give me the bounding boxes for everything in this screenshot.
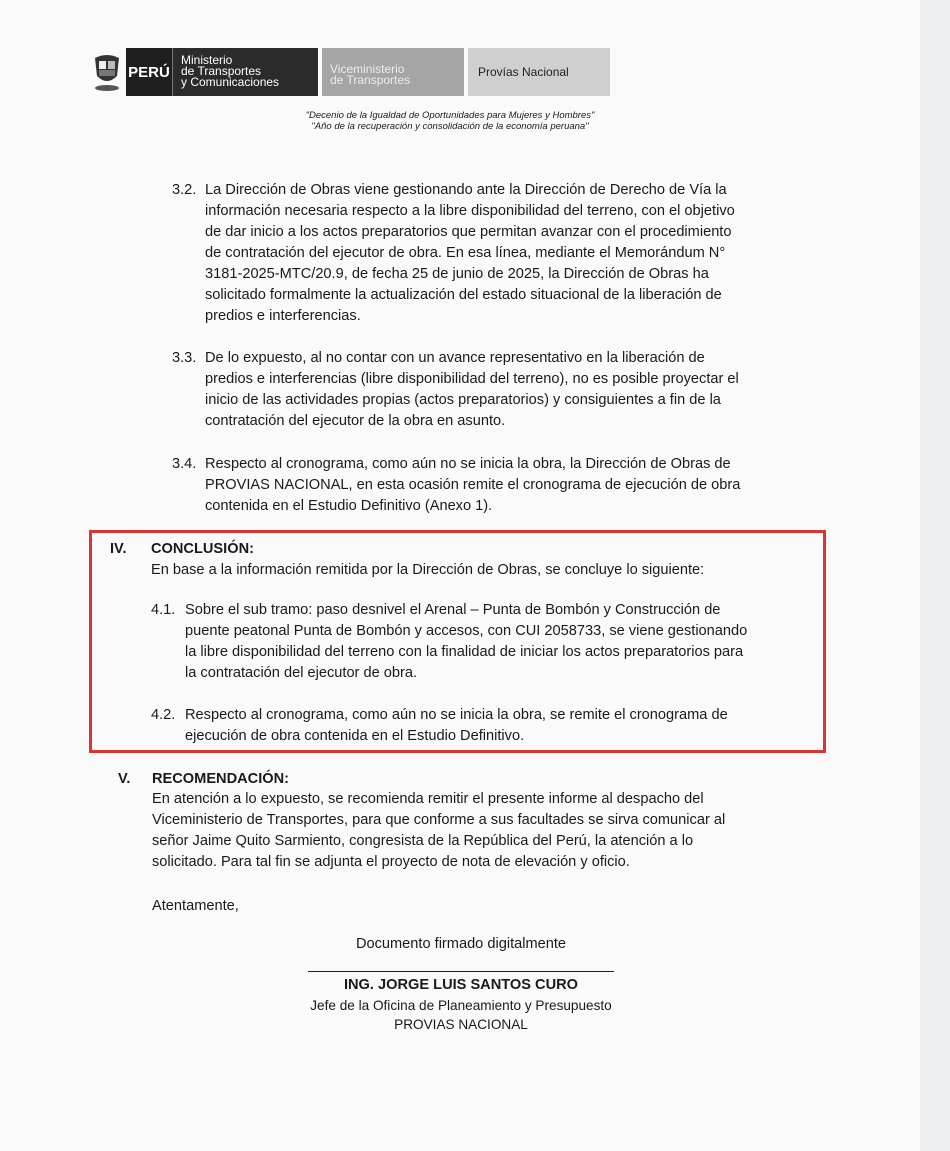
item-4-2 xyxy=(151,705,790,747)
item-text xyxy=(185,600,790,684)
line: Respecto al cronograma, como aún no se inicia la obra, se remite el cronograma de xyxy=(185,707,728,723)
line: la libre disponibilidad del terreno con la finalidad de iniciar los actos preparatorios para xyxy=(185,644,744,660)
digital-signature-note: Documento firmado digitalmente xyxy=(355,936,567,952)
line: inicio de las actividades propias (actos preparatorios) y consiguientes a fin de la xyxy=(205,392,721,408)
line: Respecto al cronograma, como aún no se inicia la obra, la Dirección de Obras de xyxy=(205,456,731,472)
letterhead xyxy=(88,48,610,96)
item-text xyxy=(205,180,790,327)
line: predios e interferencias (libre disponibilidad del terreno), no es posible proyectar el xyxy=(205,371,739,387)
line: contenida en el Estudio Definitivo (Anexo 1). xyxy=(205,498,493,514)
item-number: 3.4. xyxy=(172,456,197,472)
item-3-2 xyxy=(172,180,790,327)
line: solicitado. Para tal fin se adjunta el proyecto de nota de elevación y oficio. xyxy=(152,854,630,870)
item-number: 3.2. xyxy=(172,182,197,198)
coat-of-arms-icon xyxy=(88,48,126,96)
recomendacion-text xyxy=(152,789,790,873)
section-title: CONCLUSIÓN: xyxy=(151,541,254,557)
line: de contratación del ejecutor de obra. En esa línea, mediante el Memorándum N° xyxy=(205,245,726,261)
conclusion-intro: En base a la información remitida por la Dirección de Obras, se concluye lo siguiente: xyxy=(151,562,705,578)
ministerio-line: de Transportes xyxy=(181,64,262,78)
line: En atención a lo expuesto, se recomienda remitir el presente informe al despacho del xyxy=(152,791,704,807)
vice-line: de Transportes xyxy=(330,73,411,87)
line: Sobre el sub tramo: paso desnivel el Arenal – Punta de Bombón y Construcción de xyxy=(185,602,721,618)
viceministerio-label xyxy=(322,48,464,96)
line: predios e interferencias. xyxy=(205,308,361,324)
slogan-line: "Año de la recuperación y consolidación de la economía peruana" xyxy=(311,121,589,132)
line: La Dirección de Obras viene gestionando ante la Dirección de Derecho de Vía la xyxy=(205,182,727,198)
signature-line xyxy=(308,971,614,972)
item-number: 4.1. xyxy=(151,602,176,618)
line: señor Jaime Quito Sarmiento, congresista de la República del Perú, la atención a lo xyxy=(152,833,694,849)
signer-role: Jefe de la Oficina de Planeamiento y Presupuesto xyxy=(310,998,612,1013)
item-number: 4.2. xyxy=(151,707,176,723)
slogan-line: "Decenio de la Igualdad de Oportunidades para Mujeres y Hombres" xyxy=(305,110,595,121)
section-number: IV. xyxy=(110,541,127,557)
item-3-3 xyxy=(172,348,790,432)
provias-label: Provías Nacional xyxy=(468,48,610,96)
scan-edge xyxy=(920,0,950,1151)
item-text xyxy=(205,454,790,517)
vice-line: Viceministerio xyxy=(330,62,405,76)
line: 3181-2025-MTC/20.9, de fecha 25 de junio de 2025, la Dirección de Obras ha xyxy=(205,266,709,282)
line: ejecución de obra contenida en el Estudio Definitivo. xyxy=(185,728,525,744)
line: solicitado formalmente la actualización del estado situacional de la liberación de xyxy=(205,287,722,303)
item-text xyxy=(205,348,790,432)
item-4-1 xyxy=(151,600,790,684)
peru-label: PERÚ xyxy=(126,48,172,96)
item-number: 3.3. xyxy=(172,350,197,366)
ministerio-line: y Comunicaciones xyxy=(181,75,280,89)
section-number: V. xyxy=(118,771,131,787)
decenio-slogan xyxy=(200,110,700,132)
section-title: RECOMENDACIÓN: xyxy=(152,771,290,787)
ministerio-label xyxy=(172,48,318,96)
line: información necesaria respecto a la libre disponibilidad del terreno, con el objetivo xyxy=(205,203,735,219)
signer-name: ING. JORGE LUIS SANTOS CURO xyxy=(343,977,579,993)
signer-entity: PROVIAS NACIONAL xyxy=(394,1017,528,1032)
ministerio-line: Ministerio xyxy=(181,53,233,67)
line: De lo expuesto, al no contar con un avance representativo en la liberación de xyxy=(205,350,705,366)
line: Viceministerio de Transportes, para que conforme a sus facultades se sirva comunicar al xyxy=(152,812,726,828)
line: puente peatonal Punta de Bombón y accesos, con CUI 2058733, se viene gestionando xyxy=(185,623,748,639)
item-text xyxy=(185,705,790,747)
line: de dar inicio a los actos preparatorios que permitan avanzar con el procedimiento xyxy=(205,224,732,240)
line: contratación del ejecutor de la obra en asunto. xyxy=(205,413,506,429)
item-3-4 xyxy=(172,454,790,517)
closing: Atentamente, xyxy=(152,898,239,914)
line: PROVIAS NACIONAL, en esta ocasión remite el cronograma de ejecución de obra xyxy=(205,477,741,493)
line: la contratación del ejecutor de obra. xyxy=(185,665,418,681)
